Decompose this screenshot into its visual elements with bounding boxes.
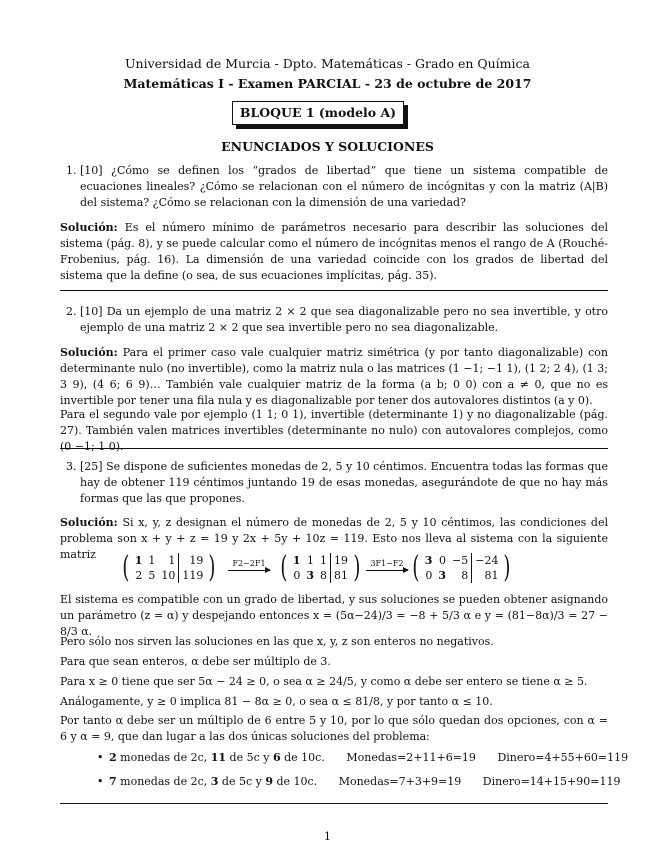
solution-bullet-2: • 7 monedas de 2c, 3 de 5c y 9 de 10c. Monedas=7+3+9=19 Dinero=14+15+90=119 xyxy=(97,775,621,788)
block-title-box: BLOQUE 1 (modelo A) xyxy=(232,101,404,125)
matrix-2-table: 1 1 1 19 0 3 8 81 xyxy=(290,553,351,583)
divider-2 xyxy=(60,448,608,449)
divider-1 xyxy=(60,290,608,291)
exam-title: Matemáticas I - Examen PARCIAL - 23 de octubre de 2017 xyxy=(123,76,532,91)
matrix-3: ( 3 0 −5 −24 0 3 8 81 ) xyxy=(412,550,511,585)
matrix-row xyxy=(60,551,608,585)
solution-2-text-1: Para el primer caso vale cualquier matriz simétrica (y por tanto diagonalizable) con determinante nulo (no invertible), como la matriz nula o las matrices (1 −1; −1 1), (1 2; 2 4), (1 3; 3 9), (4 6; 6 9)… También vale cualquier matriz de la forma (a b; 0 0) con a ≠ 0, que no es invertible por tener una fila nula y es diagonalizable por tener dos autovalores distintos (a y 0). xyxy=(60,346,609,407)
question-3-number: 3. xyxy=(66,460,77,473)
solution-1-label: Solución: xyxy=(60,221,118,234)
solution-bullet-1: • 2 monedas de 2c, 11 de 5c y 6 de 10c. Monedas=2+11+6=19 Dinero=4+55+60=119 xyxy=(97,751,629,764)
page-number: 1 xyxy=(324,830,331,843)
solution-3-p4: Para x ≥ 0 tiene que ser 5α − 24 ≥ 0, o sea α ≥ 24/5, y como α debe ser entero se tiene α ≥ 5. xyxy=(60,675,588,688)
solution-3-text: Si x, y, z designan el número de monedas de 2, 5 y 10 céntimos, las condiciones del problema son x + y + z = 19 y 2x + 5y + 10z = 119. Esto nos lleva al sistema con la siguiente matriz xyxy=(60,516,608,561)
question-1-number: 1. xyxy=(66,164,77,177)
row-op-1-label: F2−2F1 xyxy=(232,559,266,568)
bullet-1-money: Dinero=4+55+60=119 xyxy=(497,751,629,764)
question-2-text: [10] Da un ejemplo de una matriz 2 × 2 que sea diagonalizable pero no sea invertible, y otro ejemplo de una matriz 2 × 2 que sea invertible pero no sea diagonalizable. xyxy=(80,305,608,334)
solution-3-p3: Para que sean enteros, α debe ser múltiplo de 3. xyxy=(60,655,331,668)
solution-2 xyxy=(60,345,608,409)
solution-3-p6: Por tanto α debe ser un múltiplo de 6 entre 5 y 10, por lo que sólo quedan dos opciones, con α = 6 y α = 9, que dan lugar a las dos únicas soluciones del problema: xyxy=(60,714,608,743)
question-2-number: 2. xyxy=(66,305,77,318)
solution-2-label: Solución: xyxy=(60,346,118,359)
solution-3-p1: El sistema es compatible con un grado de libertad, y sus soluciones se pueden obtener asignando un parámetro (z = α) y despejando entonces x = (5α−24)/3 = −8 + 5/3 α e y = (81−8α)/3 = 27 − 8/3 α. xyxy=(60,593,608,638)
bullet-2-coins: Monedas=7+3+9=19 xyxy=(338,775,462,788)
matrix-2: ( 1 1 1 19 0 3 8 81 ) xyxy=(280,550,361,585)
bullet-2-money: Dinero=14+15+90=119 xyxy=(482,775,621,788)
solution-2-text-2: Para el segundo vale por ejemplo (1 1; 0 1), invertible (determinante 1) y no diagonalizable (pág. 27). También valen matrices invertibles (determinante no nulo) con autovalores complejos, como (0 −1; 1 0). xyxy=(60,408,608,453)
question-1-text: [10] ¿Cómo se definen los “grados de libertad” que tiene un sistema compatible de ecuaciones lineales? ¿Cómo se relacionan con el número de incógnitas y con la matriz (A|B) del sistema? ¿Cómo se relacionan con la dimensión de una variedad? xyxy=(80,164,608,209)
matrix-3-table: 3 0 −5 −24 0 3 8 81 xyxy=(422,553,502,583)
solution-1-text: Es el número mínimo de parámetros necesario para describir las soluciones del sistema (pág. 8), y se puede calcular como el número de incógnitas menos el rango de A (Rouché-Frobenius, pág. 16). La dimensión de una variedad coincide con los grados de libertad del sistema que la define (o sea, de sus ecuaciones implícitas, pág. 35). xyxy=(60,221,608,282)
section-title: ENUNCIADOS Y SOLUCIONES xyxy=(221,139,434,154)
row-op-2-label: 3F1−F2 xyxy=(370,559,404,568)
question-3 xyxy=(66,459,608,507)
question-3-text: [25] Se dispone de suficientes monedas de 2, 5 y 10 céntimos. Encuentra todas las formas que hay de obtener 119 céntimos juntando 19 de esas monedas, asegurándote de que no hay más formas que las que propones. xyxy=(80,460,608,505)
solution-1 xyxy=(60,220,608,284)
solution-3-label: Solución: xyxy=(60,516,118,529)
row-op-2 xyxy=(366,559,408,571)
question-1 xyxy=(66,163,608,211)
university-header: Universidad de Murcia - Dpto. Matemáticas - Grado en Química xyxy=(125,56,530,71)
solution-3-p2: Pero sólo nos sirven las soluciones en las que x, y, z son enteros no negativos. xyxy=(60,635,494,648)
row-op-1 xyxy=(228,559,270,571)
bullet-1-coins: Monedas=2+11+6=19 xyxy=(346,751,476,764)
matrix-1: ( 1 1 1 19 2 5 10 119 ) xyxy=(122,550,216,585)
question-2 xyxy=(66,304,608,336)
solution-3-p5: Análogamente, y ≥ 0 implica 81 − 8α ≥ 0, o sea α ≤ 81/8, y por tanto α ≤ 10. xyxy=(60,695,493,708)
matrix-1-table: 1 1 1 19 2 5 10 119 xyxy=(132,553,207,583)
divider-3 xyxy=(60,803,608,804)
